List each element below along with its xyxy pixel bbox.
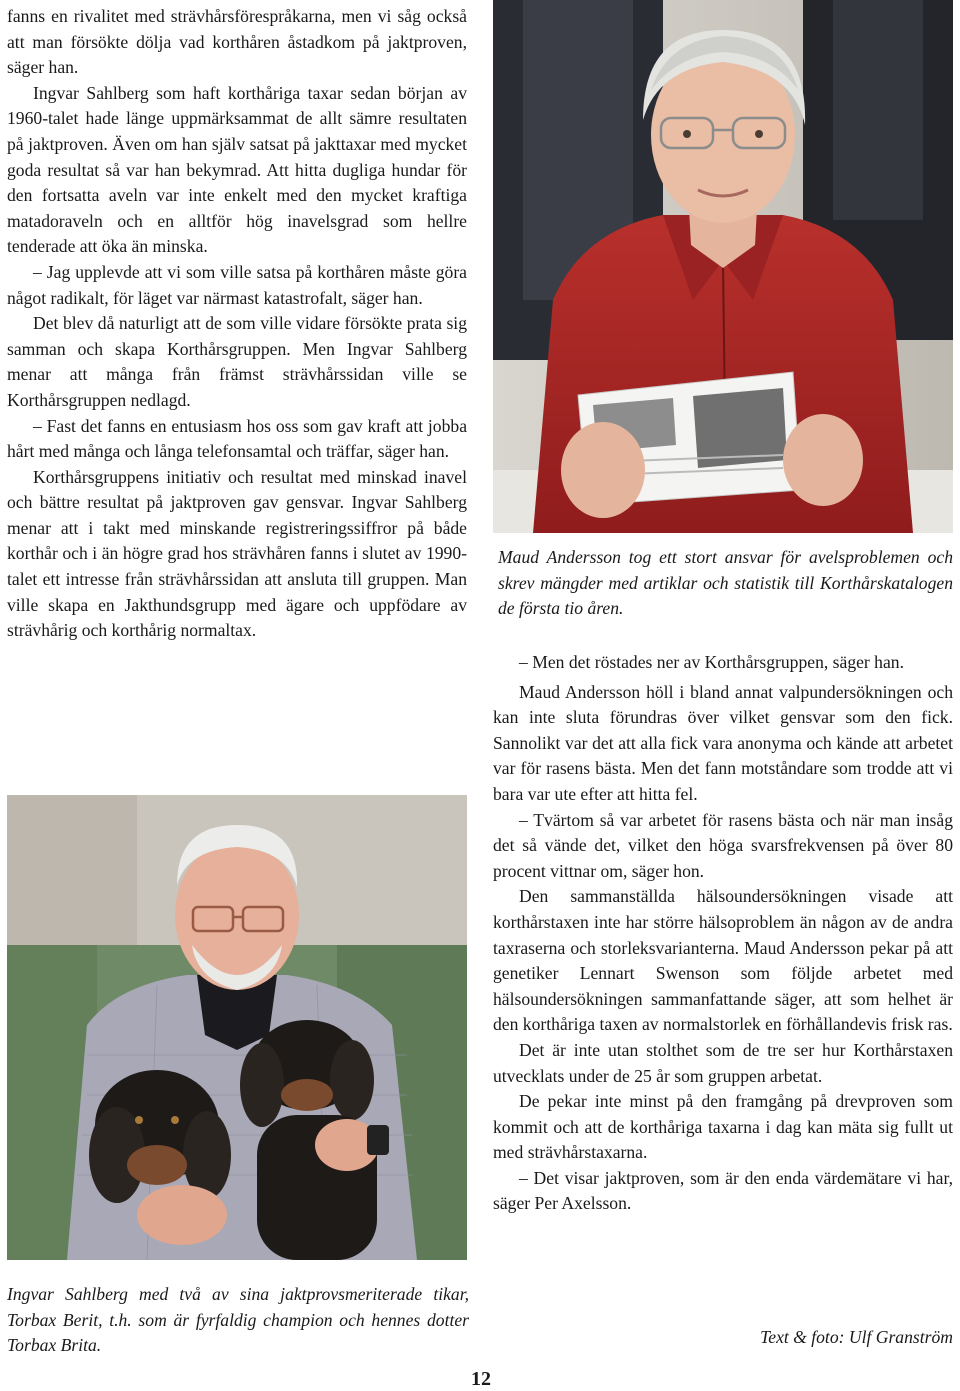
right-column: [493, 650, 953, 1217]
photo-maud-andersson: [493, 0, 953, 533]
photo-maud-illustration: [493, 0, 953, 533]
paragraph: – Jag upplevde att vi som ville satsa på korthåren måste göra något radikalt, för läget var närmast katastrofalt, säger han.: [7, 261, 467, 308]
paragraph: – Fast det fanns en entusiasm hos oss som gav kraft att jobba hårt med många och långa telefonsamtal och träffar, säger han.: [7, 415, 467, 462]
photo-credit: Text & foto: Ulf Granström: [760, 1327, 953, 1347]
photo-ingvar-illustration: [7, 795, 467, 1260]
paragraph: fanns en rivalitet med strävhårsförespråkarna, men vi såg också att man försökte dölja vad korthåren åstadkom på jaktproven, säger han.: [7, 6, 467, 78]
paragraph: Korthårsgruppens initiativ och resultat med minskad inavel och bättre resultat på jaktproven gav gensvar. Ingvar Sahlberg menar att i takt med minskande registreringssiffror på både korthår och i än högre grad hos strävhåren fanns i slutet av 1990-talet ett intresse från strävhårssidan att ansluta till gruppen. Man ville skapa en Jakthundsgrupp med ägare och uppfödare av strävhårig och korthårig normaltax.: [7, 466, 467, 641]
left-column: [7, 4, 467, 644]
photo-caption-maud: Maud Andersson tog ett stort ansvar för avelsproblemen och skrev mängder med artiklar och statistik till Korthårskatalogen de första tio åren.: [498, 547, 953, 619]
paragraph: – Tvärtom så var arbetet för rasens bästa och när man insåg det så vände det, vilket den höga svarsfrekvensen på över 80 procent vittnar om, säger hon.: [493, 809, 953, 881]
page-number: 12: [471, 1368, 491, 1390]
paragraph: Ingvar Sahlberg som haft korthåriga taxar sedan början av 1960-talet hade länge uppmärksammat de allt sämre resultaten på jaktproven. Även om han själv satsat på jakttaxar med mycket goda resultat så var han bekymrad. Att hitta dugliga hundar för den fortsatta aveln var inte enkelt med den mycket kraftiga matadoraveln och en alltför hög inavelsgrad som hellre tenderade att öka än minska.: [7, 82, 467, 257]
photo-caption-ingvar: Ingvar Sahlberg med två av sina jaktprovsmeriterade tikar, Torbax Berit, t.h. som är fyrfaldig champion och hennes dotter Torbax Brita.: [7, 1284, 469, 1356]
paragraph: Maud Andersson höll i bland annat valpundersökningen och kan inte sluta förundras över vilket gensvar som den fick. Sannolikt var det att alla fick vara anonyma och kände att arbetet var för rasens bästa. Men det fann motståndare som trodde att vi bara var ute efter att hitta fel.: [493, 681, 953, 804]
paragraph: Det blev då naturligt att de som ville vidare försökte prata sig samman och skapa Korthårsgruppen. Men Ingvar Sahlberg menar att många från främst strävhårssidan ville se Korthårsgruppen nedlagd.: [7, 313, 467, 410]
paragraph: – Men det röstades ner av Korthårsgruppen, säger han.: [519, 652, 904, 672]
paragraph: Den sammanställda hälsoundersökningen visade att korthårstaxen inte har större hälsoproblem än någon av de andra taxraserna och storleksvarianterna. Maud Andersson pekar på att genetiker Lennart Swenson som följde arbetet med hälsoundersökningen sammanfattande säger, att som helhet är den korthåriga taxen av normalstorlek en förhållandevis frisk ras.: [493, 886, 953, 1035]
photo-ingvar-sahlberg: [7, 795, 467, 1260]
paragraph: – Det visar jaktproven, som är den enda värdemätare vi har, säger Per Axelsson.: [493, 1167, 953, 1214]
paragraph: De pekar inte minst på den framgång på drevproven som kommit och att de korthåriga taxarna i dag kan mäta sig fullt ut med strävhårstaxarna.: [493, 1091, 953, 1163]
paragraph: Det är inte utan stolthet som de tre ser hur Korthårstaxen utvecklats under de 25 år som gruppen arbetat.: [493, 1039, 953, 1086]
